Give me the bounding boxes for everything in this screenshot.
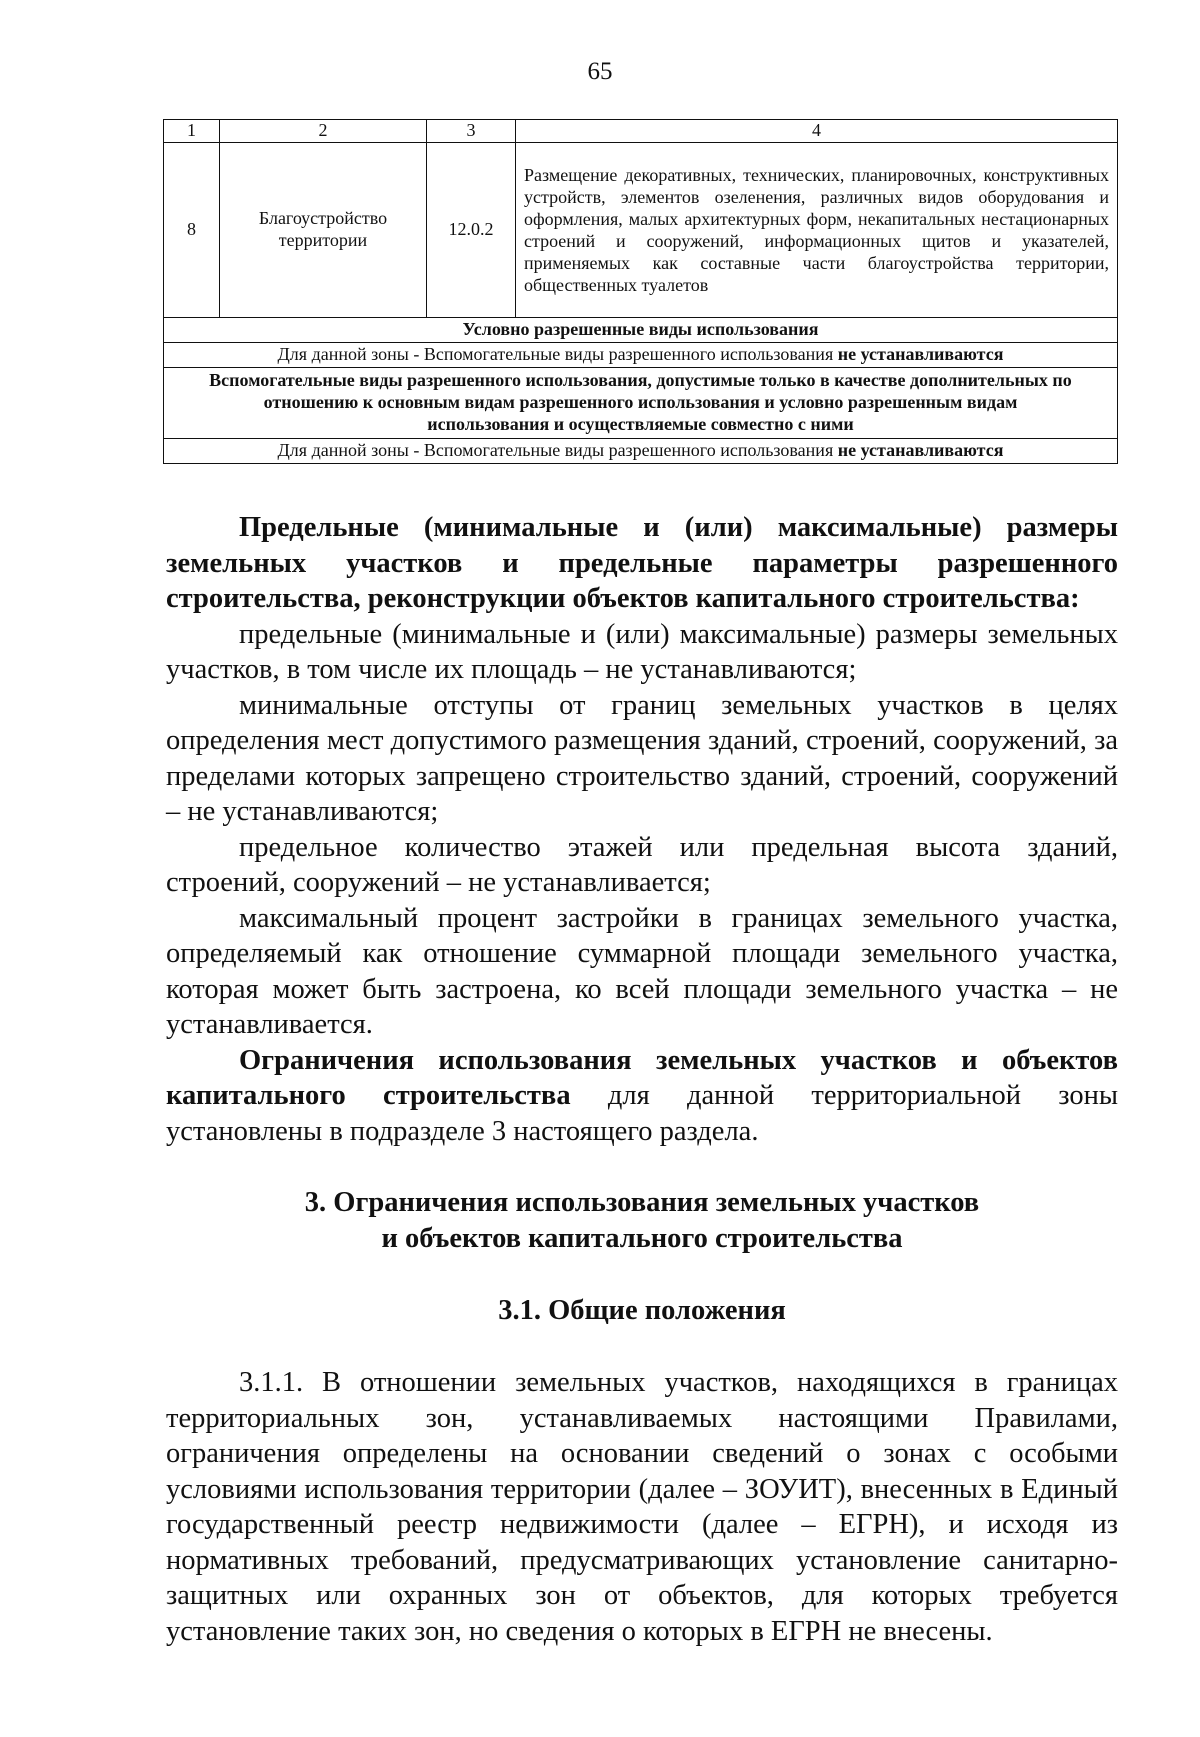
table-row: [164, 143, 1118, 318]
auxiliary-note-bold: не устанавливаются: [837, 439, 1004, 460]
conditional-note-text: Для данной зоны - Вспомогательные виды разрешенного использования: [277, 343, 834, 364]
land-use-table: [163, 119, 1118, 464]
paragraph-plot-sizes: предельные (минимальные и (или) максимальные) размеры земельных участков, в том числе их площадь – не устанавливаются;: [166, 618, 1118, 685]
header-col-4: 4: [516, 120, 1118, 143]
header-col-1: 1: [164, 120, 220, 143]
conditional-uses-note: [164, 342, 1118, 367]
paragraph-restrictions: [166, 1043, 1118, 1150]
restrictions-bold: Ограничения использования земельных участков и объектов капитального строительства: [166, 1044, 1118, 1111]
use-type-description: Размещение декоративных, технических, планировочных, конструктивных устройств, элементов озеленения, различных видов оборудования и оформления, малых архитектурных форм, некапитальных нестационарных строений и сооружений, информационных щитов и указателей, применяемых как составные части благоустройства территории, общественных туалетов: [516, 143, 1118, 318]
paragraph-3-1-1: 3.1.1. В отношении земельных участков, находящихся в границах территориальных зон, устанавливаемых настоящими Правилами, ограничения определены на основании сведений о зонах с особыми условиями использования территории (далее – ЗОУИТ), внесенных в Единый государственный реестр недвижимости (далее – ЕГРН), и исходя из нормативных требований, предусматривающих установление санитарно-защитных или охранных зон от объектов, для которых требуется установление таких зон, но сведения о которых в ЕГРН не внесены.: [166, 1367, 1118, 1647]
header-col-2: 2: [220, 120, 427, 143]
limits-heading: Предельные (минимальные и (или) максимальные) размеры земельных участков и предельные параметры разрешенного строительства, реконструкции объектов капитального строительства:: [166, 512, 1118, 614]
header-col-3: 3: [427, 120, 516, 143]
use-type-code: 12.0.2: [427, 143, 516, 318]
use-type-name: Благоустройство территории: [220, 143, 427, 318]
document-body: [166, 510, 1118, 1649]
paragraph-coverage: максимальный процент застройки в границах земельного участка, определяемый как отношение суммарной площади земельного участка, которая может быть застроена, ко всей площади земельного участка – не устанавливается.: [166, 902, 1118, 1040]
conditional-title-row: [164, 318, 1118, 343]
conditional-note-row: [164, 342, 1118, 367]
conditional-uses-title: Условно разрешенные виды использования: [164, 318, 1118, 343]
auxiliary-note-row: [164, 438, 1118, 463]
section-heading-line-1: 3. Ограничения использования земельных участков: [304, 1187, 980, 1218]
conditional-note-bold: не устанавливаются: [837, 343, 1004, 364]
auxiliary-title-row: [164, 367, 1118, 438]
page-number: 65: [587, 58, 613, 85]
section-heading-line-2: и объектов капитального строительства: [381, 1223, 903, 1254]
subsection-heading: 3.1. Общие положения: [498, 1295, 786, 1326]
paragraph-setbacks: минимальные отступы от границ земельных участков в целях определения мест допустимого размещения зданий, строений, сооружений, за пределами которых запрещено строительство зданий, строений, сооружений – не устанавливаются;: [166, 689, 1118, 827]
table-header-row: [164, 120, 1118, 143]
auxiliary-uses-note: [164, 438, 1118, 463]
auxiliary-note-text: Для данной зоны - Вспомогательные виды разрешенного использования: [277, 439, 834, 460]
paragraph-floors: предельное количество этажей или предельная высота зданий, строений, сооружений – не устанавливается;: [166, 831, 1118, 898]
auxiliary-uses-title: Вспомогательные виды разрешенного использования, допустимые только в качестве дополнительных по отношению к основным видам разрешенного использования и условно разрешенным видам использования и осуществляемые совместно с ними: [164, 367, 1118, 438]
restrictions-rest: для данной территориальной зоны установлены в подразделе 3 настоящего раздела.: [166, 1080, 1118, 1147]
row-number: 8: [164, 143, 220, 318]
